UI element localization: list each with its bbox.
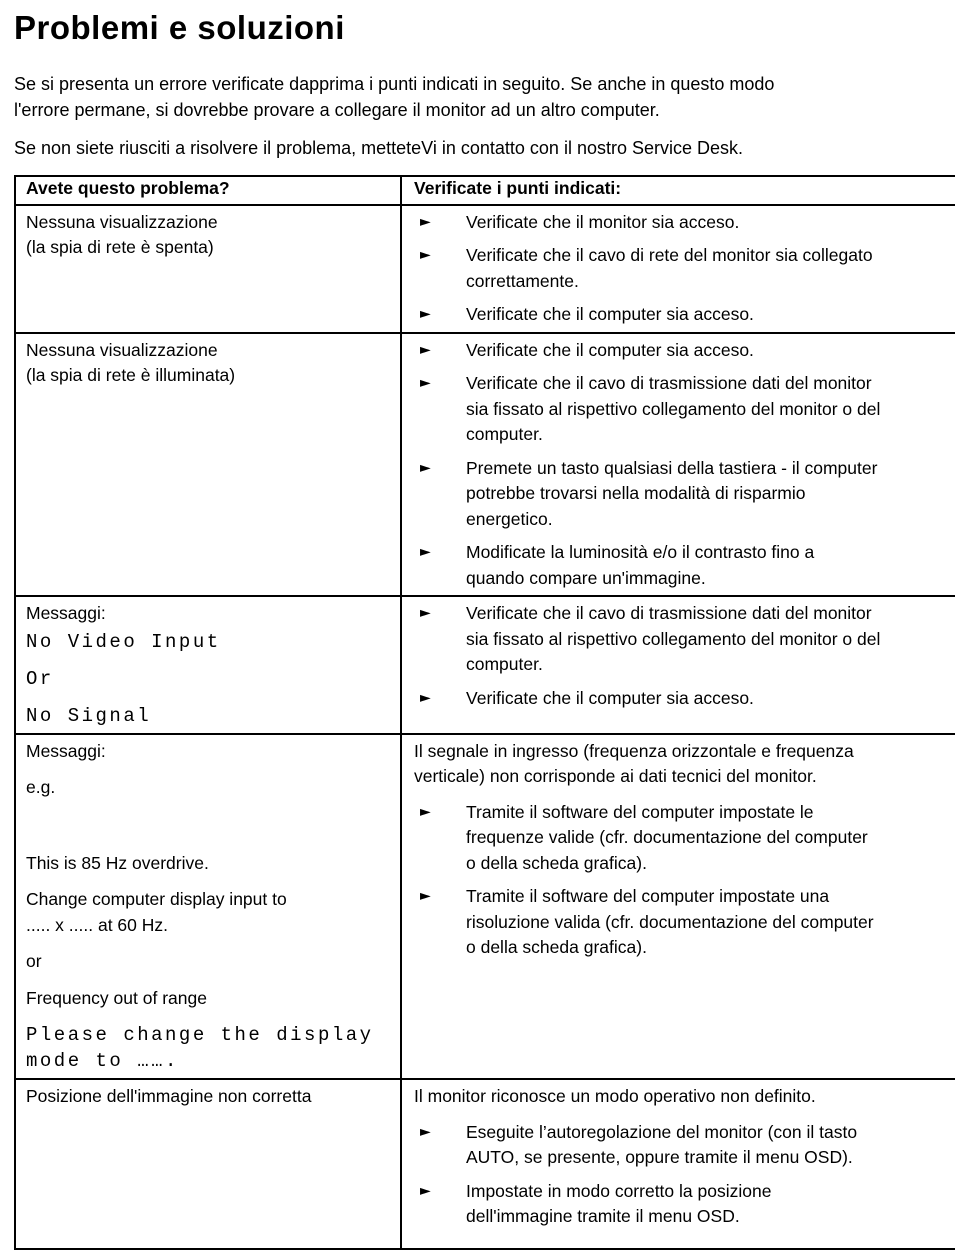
check-line: dell'immagine tramite il menu OSD. bbox=[466, 1204, 771, 1230]
check-line: computer. bbox=[466, 652, 880, 678]
checks-intro bbox=[414, 739, 955, 790]
bullet-arrow-icon: ► bbox=[414, 1179, 466, 1230]
check-line: computer. bbox=[466, 422, 880, 448]
table-row bbox=[15, 734, 955, 1080]
check-line: Verificate che il monitor sia acceso. bbox=[466, 210, 739, 236]
check-line: quando compare un'immagine. bbox=[466, 566, 814, 592]
checks-cell bbox=[401, 734, 955, 1080]
check-line: frequenze valide (cfr. documentazione del computer bbox=[466, 825, 868, 851]
bullet-arrow-icon: ► bbox=[414, 210, 466, 236]
check-line: o della scheda grafica). bbox=[466, 851, 868, 877]
problem-line: Nessuna visualizzazione bbox=[26, 338, 394, 364]
check-line: Tramite il software del computer impostate una bbox=[466, 884, 874, 910]
problem-line: (la spia di rete è illuminata) bbox=[26, 363, 394, 389]
check-line: Verificate che il cavo di trasmissione dati del monitor bbox=[466, 601, 880, 627]
check-item bbox=[414, 456, 955, 533]
check-item bbox=[414, 686, 955, 712]
checks-cell bbox=[401, 205, 955, 333]
checks-intro bbox=[414, 1084, 955, 1110]
column-header-checks: Verificate i punti indicati: bbox=[401, 176, 955, 205]
intro-paragraph-1 bbox=[14, 72, 955, 123]
problem-cell bbox=[15, 734, 401, 1080]
table-row bbox=[15, 1079, 955, 1249]
monitor-message: No Signal bbox=[26, 703, 394, 729]
page-title: Problemi e soluzioni bbox=[14, 8, 955, 48]
check-item bbox=[414, 800, 955, 877]
problem-cell bbox=[15, 205, 401, 333]
check-line: Verificate che il cavo di trasmissione dati del monitor bbox=[466, 371, 880, 397]
check-line: Eseguite l’autoregolazione del monitor (con il tasto bbox=[466, 1120, 857, 1146]
monitor-message: This is 85 Hz overdrive. bbox=[26, 851, 394, 877]
problem-line: Nessuna visualizzazione bbox=[26, 210, 394, 236]
check-line: Verificate che il computer sia acceso. bbox=[466, 302, 754, 328]
problem-label: Messaggi: bbox=[26, 739, 394, 765]
check-item bbox=[414, 210, 955, 236]
check-line: Verificate che il computer sia acceso. bbox=[466, 686, 754, 712]
checks-cell bbox=[401, 333, 955, 597]
monitor-message: No Video Input bbox=[26, 629, 394, 655]
check-item bbox=[414, 1120, 955, 1171]
check-item bbox=[414, 1179, 955, 1230]
problem-line: or bbox=[26, 949, 394, 975]
check-item bbox=[414, 540, 955, 591]
check-line: Verificate che il cavo di rete del monitor sia collegato bbox=[466, 243, 873, 269]
text-line: verticale) non corrisponde ai dati tecnici del monitor. bbox=[414, 764, 955, 790]
monitor-message: Or bbox=[26, 666, 394, 692]
check-line: energetico. bbox=[466, 507, 877, 533]
problem-cell bbox=[15, 596, 401, 734]
check-line: potrebbe trovarsi nella modalità di risparmio bbox=[466, 481, 877, 507]
troubleshooting-table bbox=[14, 175, 955, 1250]
table-row bbox=[15, 596, 955, 734]
bullet-arrow-icon: ► bbox=[414, 540, 466, 591]
text-line: Change computer display input to bbox=[26, 887, 394, 913]
text-line: Il segnale in ingresso (frequenza orizzontale e frequenza bbox=[414, 739, 955, 765]
problem-label: Messaggi: bbox=[26, 601, 394, 627]
check-item bbox=[414, 338, 955, 364]
text-line: Please change the display bbox=[26, 1022, 394, 1048]
check-item bbox=[414, 601, 955, 678]
check-item bbox=[414, 371, 955, 448]
bullet-arrow-icon: ► bbox=[414, 1120, 466, 1171]
bullet-arrow-icon: ► bbox=[414, 800, 466, 877]
bullet-arrow-icon: ► bbox=[414, 884, 466, 961]
problem-line: e.g. bbox=[26, 775, 394, 801]
check-line: sia fissato al rispettivo collegamento del monitor o del bbox=[466, 627, 880, 653]
check-line: sia fissato al rispettivo collegamento del monitor o del bbox=[466, 397, 880, 423]
checks-cell bbox=[401, 1079, 955, 1249]
intro-paragraph-2 bbox=[14, 136, 955, 162]
table-header-row bbox=[15, 176, 955, 205]
problem-line: Posizione dell'immagine non corretta bbox=[26, 1084, 394, 1110]
check-item bbox=[414, 884, 955, 961]
check-line: Modificate la luminosità e/o il contrasto fino a bbox=[466, 540, 814, 566]
bullet-arrow-icon: ► bbox=[414, 456, 466, 533]
text-line: Il monitor riconosce un modo operativo non definito. bbox=[414, 1084, 955, 1110]
checks-cell bbox=[401, 596, 955, 734]
check-line: Verificate che il computer sia acceso. bbox=[466, 338, 754, 364]
bullet-arrow-icon: ► bbox=[414, 338, 466, 364]
check-line: Premete un tasto qualsiasi della tastiera - il computer bbox=[466, 456, 877, 482]
bullet-arrow-icon: ► bbox=[414, 302, 466, 328]
check-line: Impostate in modo corretto la posizione bbox=[466, 1179, 771, 1205]
problem-cell bbox=[15, 333, 401, 597]
monitor-message: Frequency out of range bbox=[26, 986, 394, 1012]
monitor-message bbox=[26, 1022, 394, 1074]
text-line: ..... x ..... at 60 Hz. bbox=[26, 913, 394, 939]
text-line: l'errore permane, si dovrebbe provare a collegare il monitor ad un altro computer. bbox=[14, 98, 955, 124]
monitor-message bbox=[26, 887, 394, 938]
check-line: risoluzione valida (cfr. documentazione del computer bbox=[466, 910, 874, 936]
table-row bbox=[15, 205, 955, 333]
bullet-arrow-icon: ► bbox=[414, 601, 466, 678]
bullet-arrow-icon: ► bbox=[414, 686, 466, 712]
check-item bbox=[414, 243, 955, 294]
check-line: Tramite il software del computer impostate le bbox=[466, 800, 868, 826]
text-line: mode to ……. bbox=[26, 1048, 394, 1074]
check-line: correttamente. bbox=[466, 269, 873, 295]
check-line: o della scheda grafica). bbox=[466, 935, 874, 961]
text-line: Se non siete riusciti a risolvere il problema, metteteVi in contatto con il nostro Service Desk. bbox=[14, 136, 955, 162]
check-line: AUTO, se presente, oppure tramite il menu OSD). bbox=[466, 1145, 857, 1171]
problem-cell bbox=[15, 1079, 401, 1249]
problem-line: (la spia di rete è spenta) bbox=[26, 235, 394, 261]
bullet-arrow-icon: ► bbox=[414, 371, 466, 448]
bullet-arrow-icon: ► bbox=[414, 243, 466, 294]
check-item bbox=[414, 302, 955, 328]
table-row bbox=[15, 333, 955, 597]
text-line: Se si presenta un errore verificate dapprima i punti indicati in seguito. Se anche in questo modo bbox=[14, 72, 955, 98]
column-header-problem: Avete questo problema? bbox=[15, 176, 401, 205]
